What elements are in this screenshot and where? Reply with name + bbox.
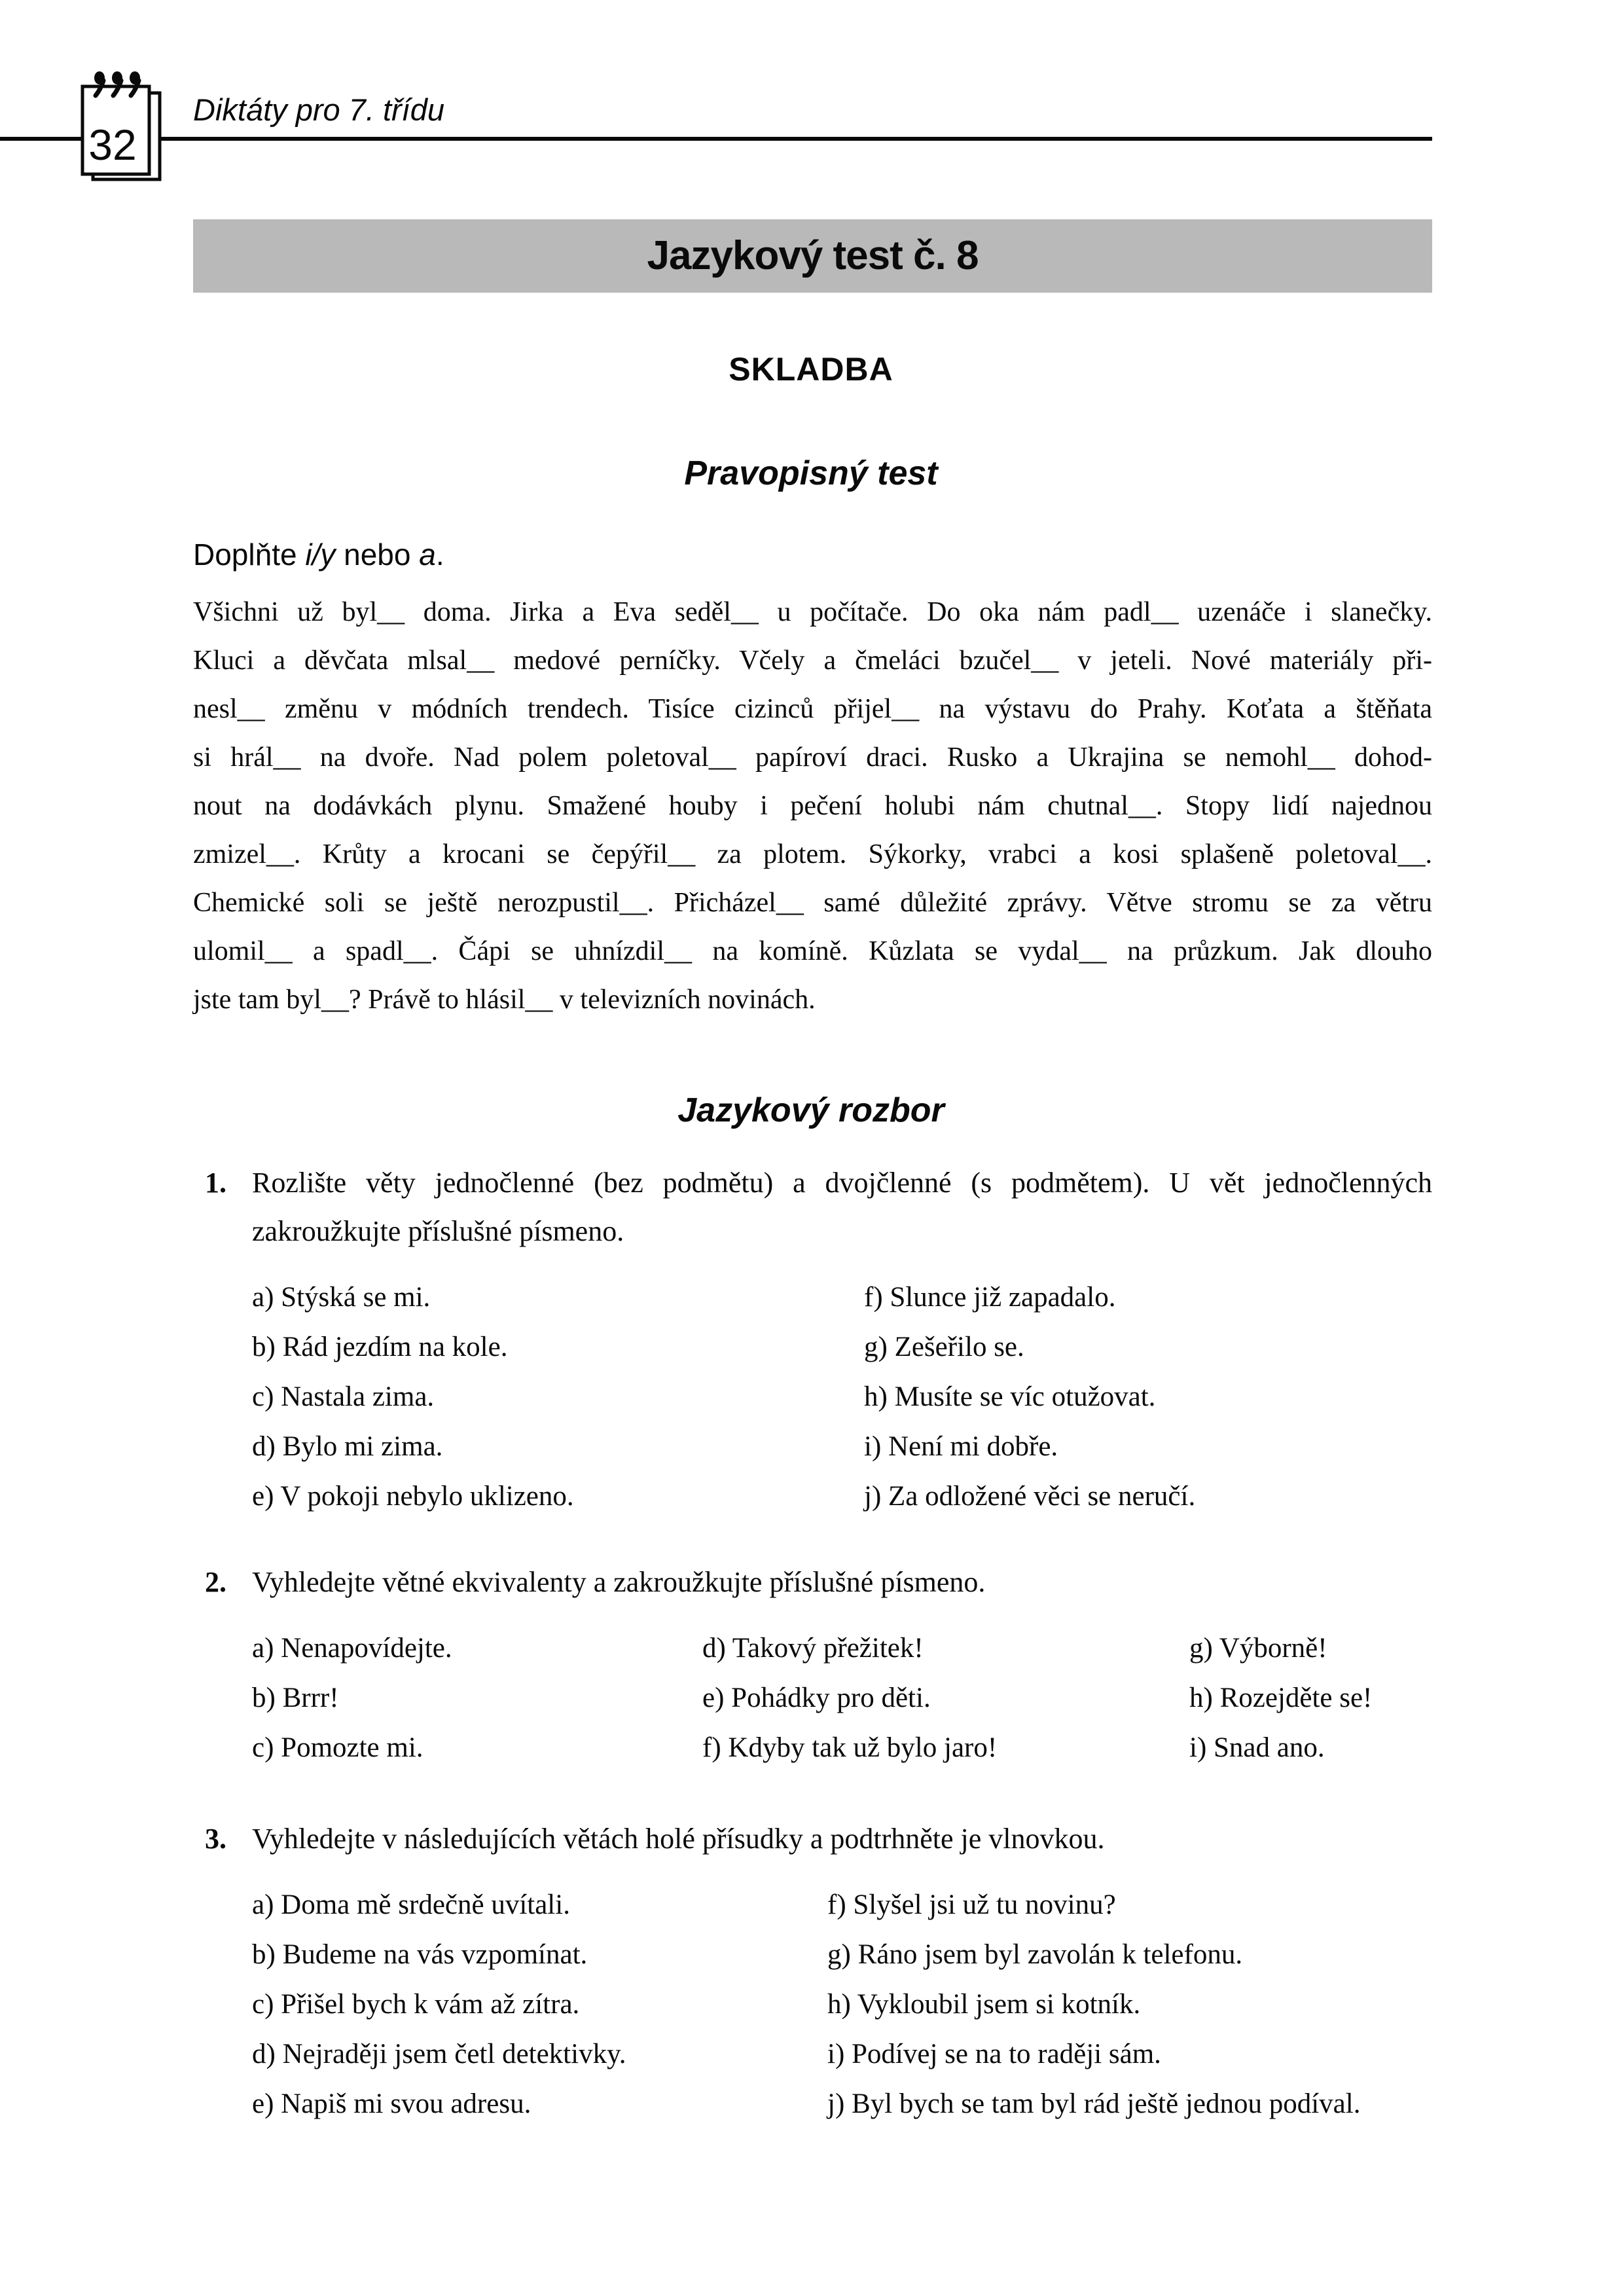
exercise-item: h) Musíte se víc otužovat.	[864, 1381, 1156, 1412]
fill-instruction-period: .	[435, 538, 444, 572]
exercise-item: a) Stýská se mi.	[252, 1282, 431, 1313]
question-2	[193, 1558, 1432, 1773]
exercise-item: e) Napiš mi svou adresu.	[252, 2088, 532, 2119]
exercise-item: g) Ráno jsem byl zavolán k telefonu.	[827, 1939, 1243, 1970]
fill-instruction-conj: nebo	[335, 538, 420, 572]
fill-instruction-option-a: a	[419, 538, 436, 572]
subsection-title-pravopisny: Pravopisný test	[684, 454, 938, 492]
question-number: 1.	[205, 1167, 226, 1199]
exercise-item: f) Slyšel jsi už tu novinu?	[827, 1889, 1116, 1920]
exercise-item: f) Kdyby tak už bylo jaro!	[702, 1732, 998, 1763]
header-title: Diktáty pro 7. třídu	[193, 92, 444, 127]
header-rule	[0, 137, 1432, 141]
question-instruction: Vyhledejte větné ekvivalenty a zakroužkujte příslušné písmeno.	[252, 1566, 986, 1598]
items-column	[864, 1273, 1432, 1522]
exercise-item: a) Doma mě srdečně uvítali.	[252, 1889, 570, 1920]
question-items	[193, 1624, 1432, 1773]
question-instruction: Vyhledejte v následujících větách holé přísudky a podtrhněte je vlnovkou.	[252, 1823, 1105, 1855]
exercise-item: c) Pomozte mi.	[252, 1732, 424, 1763]
items-column	[702, 1624, 1189, 1773]
exercise-item: f) Slunce již zapadalo.	[864, 1282, 1116, 1313]
exercise-item: j) Byl bych se tam byl rád ještě jednou podíval.	[827, 2088, 1361, 2119]
exercise-item: i) Snad ano.	[1189, 1732, 1325, 1763]
dictation-line: nesl__ změnu v módních trendech. Tisíce cizinců přijel__ na výstavu do Prahy. Koťata a štěňata	[193, 694, 1432, 724]
items-column	[252, 1624, 702, 1773]
exercise-item: b) Brrr!	[252, 1683, 339, 1713]
exercise-item: c) Nastala zima.	[252, 1381, 435, 1412]
exercise-item: c) Přišel bych k vám až zítra.	[252, 1989, 580, 2020]
section-title-skladba: SKLADBA	[729, 351, 893, 388]
page-number-badge	[73, 68, 171, 189]
question-items	[193, 1273, 1432, 1522]
question-number: 2.	[205, 1566, 226, 1598]
exercise-item: h) Vykloubil jsem si kotník.	[827, 1989, 1141, 2020]
exercise-item: b) Budeme na vás vzpomínat.	[252, 1939, 588, 1970]
exercise-item: e) Pohádky pro děti.	[702, 1683, 931, 1713]
exercise-item: d) Takový přežitek!	[702, 1633, 924, 1664]
exercise-item: g) Zešeřilo se.	[864, 1332, 1024, 1362]
exercise-item: d) Nejraději jsem četl detektivky.	[252, 2039, 626, 2069]
question-instruction: Rozlište věty jednočlenné (bez podmětu) a dvojčlenné (s podmětem). U vět jednočlenných	[252, 1167, 1432, 1199]
dictation-line: Kluci a děvčata mlsal__ medové perníčky. Včely a čmeláci bzučel__ v jeteli. Nové materiály při-	[193, 646, 1432, 676]
section-title-rozbor: Jazykový rozbor	[677, 1091, 945, 1129]
exercise-item: h) Rozejděte se!	[1189, 1683, 1373, 1713]
exercise-item: g) Výborně!	[1189, 1633, 1327, 1664]
test-title: Jazykový test č. 8	[647, 233, 979, 278]
items-column	[252, 1273, 864, 1522]
dictation-line: si hrál__ na dvoře. Nad polem poletoval__ papíroví draci. Rusko a Ukrajina se nemohl__ dohod-	[193, 742, 1432, 773]
items-column	[1189, 1624, 1432, 1773]
fill-instruction	[193, 537, 444, 572]
question-number: 3.	[205, 1823, 226, 1855]
fill-instruction-text: Doplňte	[193, 538, 306, 572]
exercise-item: j) Za odložené věci se neručí.	[864, 1481, 1196, 1512]
exercise-item: e) V pokoji nebylo uklizeno.	[252, 1481, 574, 1512]
test-title-banner	[193, 219, 1432, 293]
exercise-item: b) Rád jezdím na kole.	[252, 1332, 508, 1362]
exercise-item: i) Není mi dobře.	[864, 1431, 1058, 1462]
dictation-line: ulomil__ a spadl__. Čápi se uhnízdil__ na komíně. Kůzlata se vydal__ na průzkum. Jak dlouho	[193, 936, 1432, 966]
question-3	[193, 1815, 1432, 2129]
exercise-item: a) Nenapovídejte.	[252, 1633, 452, 1664]
dictation-paragraph	[193, 588, 1432, 1024]
question-instruction: zakroužkujte příslušné písmeno.	[252, 1215, 624, 1247]
exercise-item: i) Podívej se na to raději sám.	[827, 2039, 1161, 2069]
exercise-item: d) Bylo mi zima.	[252, 1431, 443, 1462]
dictation-line: Všichni už byl__ doma. Jirka a Eva seděl__ u počítače. Do oka nám padl__ uzenáče i slanečky.	[193, 597, 1432, 627]
dictation-line: zmizel__. Krůty a krocani se čepýřil__ za plotem. Sýkorky, vrabci a kosi splašeně poletoval__.	[193, 839, 1432, 869]
page-number: 32	[88, 120, 137, 169]
dictation-line: Chemické soli se ještě nerozpustil__. Přicházel__ samé důležité zprávy. Větve stromu se za větru	[193, 888, 1432, 918]
fill-instruction-option-iy: i/y	[305, 538, 336, 572]
question-items	[193, 1880, 1432, 2129]
items-column	[252, 1880, 827, 2129]
dictation-line: jste tam byl__? Právě to hlásil__ v televizních novinách.	[193, 985, 816, 1015]
question-1	[193, 1159, 1432, 1522]
dictation-line: nout na dodávkách plynu. Smažené houby i pečení holubi nám chutnal__. Stopy lidí najednou	[193, 791, 1432, 821]
items-column	[827, 1880, 1432, 2129]
